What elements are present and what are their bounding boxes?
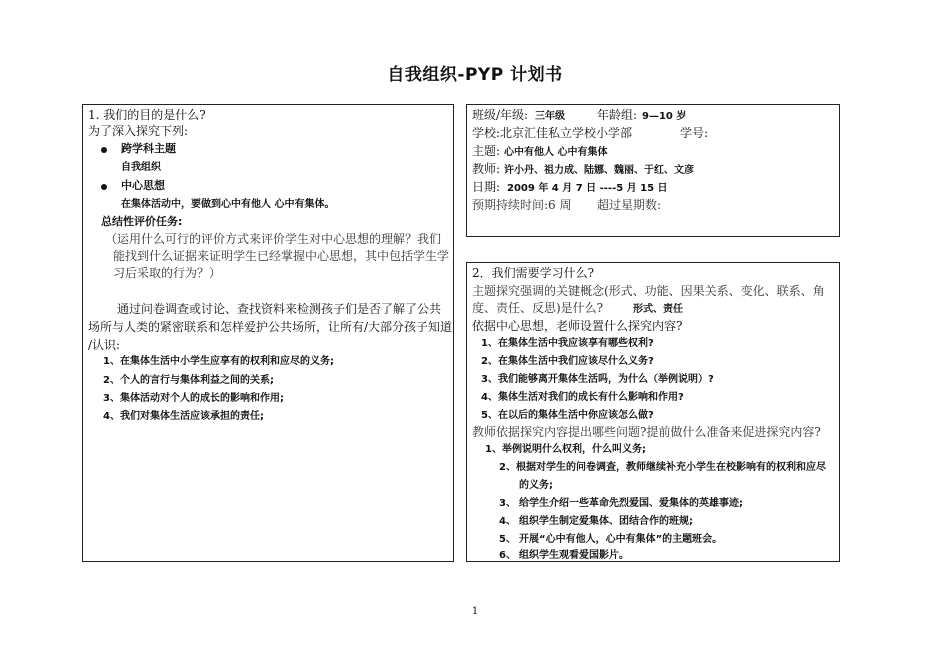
summative-line: 习后采取的行为？） [113, 266, 222, 280]
paragraph-line: 场所与人类的紧密联系和怎样爱护公共场所，让所有/大部分孩子知道 [88, 320, 453, 334]
prep-item: 开展“心中有他人，心中有集体”的主题班会。 [519, 534, 723, 545]
list-item: 4、我们对集体生活应该承担的责任; [103, 411, 264, 422]
prep-number: 6、 [499, 550, 516, 561]
prep-item: 组织学生观看爱国影片。 [519, 550, 629, 561]
paragraph-line: /认识: [88, 338, 121, 352]
teacher-label: 教师: [472, 162, 501, 176]
concept-line: 度、责任、反思)是什么? [472, 301, 604, 315]
teacher-value: 许小丹、祖力成、陆娜、魏丽、于红、文彦 [504, 165, 694, 176]
prep-intro: 教师依据探究内容提出哪些问题?提前做什么准备来促进探究内容? [472, 425, 821, 439]
paragraph-line: 通过问卷调查或讨论、查找资料来检测孩子们是否了解了公共 [117, 302, 442, 316]
bullet-icon [101, 184, 107, 190]
summative-line: （运用什么可行的评价方式来评价学生对中心思想的理解？我们 [105, 232, 442, 246]
grade-value: 三年级 [535, 111, 565, 122]
date-value: 2009 年 4 月 7 日 ----5 月 15 日 [507, 183, 668, 194]
list-item: 3、集体活动对个人的成长的影响和作用; [103, 393, 284, 404]
summative-heading: 总结性评价任务: [101, 215, 183, 228]
bullet-icon [101, 147, 107, 153]
theme-heading: 跨学科主题 [121, 142, 176, 155]
intro-text: 为了深入探究下列: [88, 124, 189, 138]
prep-item: 组织学生制定爱集体、团结合作的班规; [519, 516, 693, 527]
duration-label: 预期持续时间:6 周 [472, 198, 572, 212]
concept-answer: 形式、责任 [633, 304, 683, 315]
learning-section [466, 262, 840, 562]
question-1: 1. 我们的目的是什么? [88, 108, 206, 122]
info-section [466, 104, 840, 237]
concept-line: 主题探究强调的关键概念(形式、功能、因果关系、变化、联系、角 [472, 284, 825, 298]
inquiry-item: 2、在集体生活中我们应该尽什么义务? [481, 356, 654, 367]
prep-item: 的义务; [519, 480, 553, 491]
prep-item: 给学生介绍一些革命先烈爱国、爱集体的英雄事迹; [519, 498, 743, 509]
prep-number: 3、 [499, 498, 516, 509]
page-number: 1 [471, 606, 479, 617]
inquiry-intro: 依据中心思想，老师设置什么探究内容? [472, 319, 683, 333]
theme-value: 自我组织 [121, 162, 161, 173]
school-label: 学校:北京汇佳私立学校小学部 [472, 126, 633, 140]
student-number-label: 学号: [680, 126, 709, 140]
page-title: 自我组织-PYP 计划书 [387, 65, 563, 85]
inquiry-item: 5、在以后的集体生活中你应该怎么做? [481, 410, 654, 421]
purpose-section [82, 104, 454, 562]
prep-number: 5、 [499, 534, 516, 545]
prep-number: 4、 [499, 516, 516, 527]
central-idea-heading: 中心思想 [121, 179, 165, 192]
topic-label: 主题: [472, 144, 501, 158]
age-value: 9—10 岁 [642, 111, 687, 122]
topic-value: 心中有他人 心中有集体 [504, 147, 608, 158]
weeks-label: 超过星期数: [597, 198, 662, 212]
inquiry-item: 4、集体生活对我们的成长有什么影响和作用? [481, 392, 684, 403]
central-idea-value: 在集体活动中，要做到心中有他人 心中有集体。 [121, 199, 335, 210]
list-item: 2、个人的言行与集体利益之间的关系; [103, 375, 274, 386]
list-item: 1、在集体生活中小学生应享有的权利和应尽的义务; [103, 356, 334, 367]
inquiry-item: 1、在集体生活中我应该享有哪些权利? [481, 338, 654, 349]
question-2: 2．我们需要学习什么? [472, 266, 595, 280]
prep-item: 1、举例说明什么权利，什么叫义务; [485, 444, 646, 455]
prep-item: 2、根据对学生的问卷调查，教师继续补充小学生在校影响有的权利和应尽 [499, 462, 826, 473]
age-label: 年龄组: [597, 108, 638, 122]
inquiry-item: 3、我们能够离开集体生活吗，为什么（举例说明）? [481, 374, 714, 385]
summative-line: 能找到什么证据来证明学生已经掌握中心思想，其中包括学生学 [113, 249, 450, 263]
date-label: 日期: [472, 180, 501, 194]
grade-label: 班级/年级: [472, 108, 529, 122]
